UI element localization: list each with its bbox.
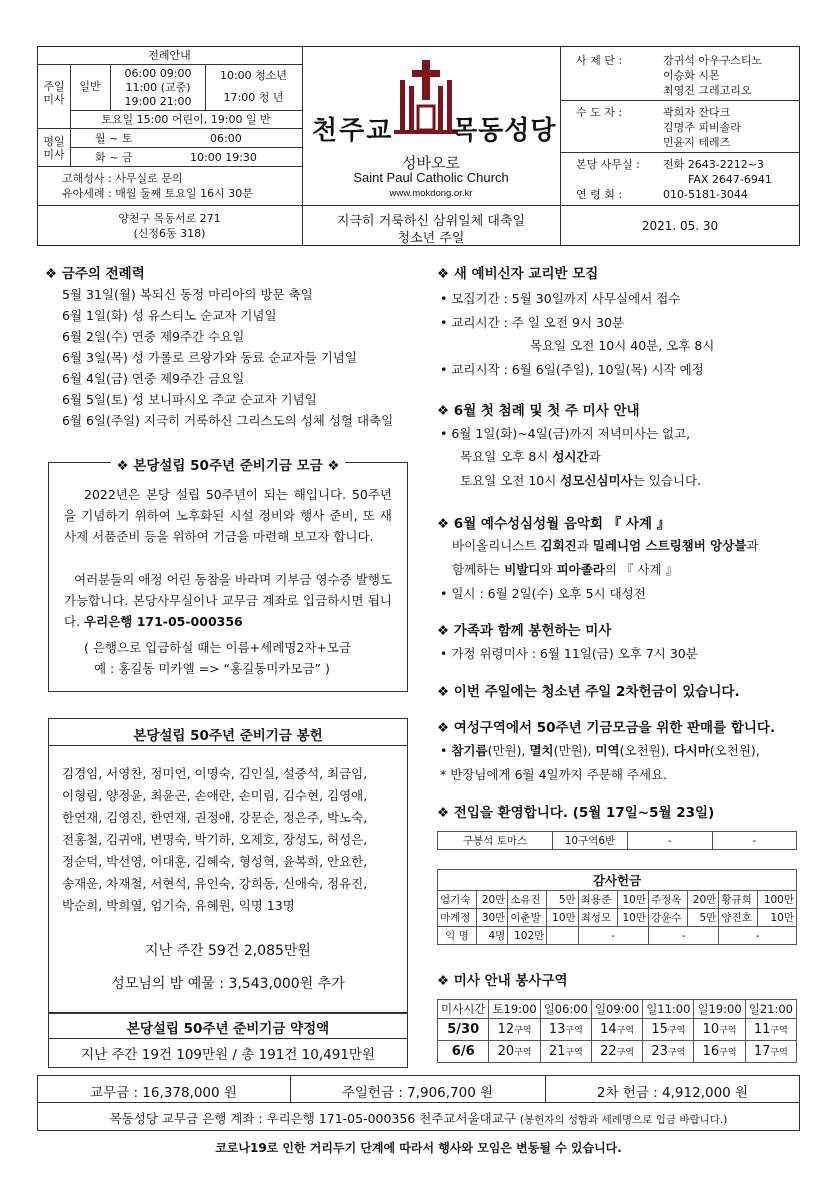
marian-mass: 성모신심미사	[560, 473, 633, 488]
liturgy-item: 6월 2일(수) 연중 제9주간 수요일	[62, 329, 245, 344]
text: 함께하는	[452, 562, 505, 577]
catechumen-start: • 교리시작 : 6월 6일(주일), 10일(목) 시작 예정	[440, 362, 704, 377]
table-cell: 20	[497, 1044, 515, 1059]
first-friday-line-2	[460, 447, 601, 465]
catechumen-time-1: • 교리시간 : 주 일 오전 9시 30분	[440, 315, 625, 330]
table-header: 일21:00	[745, 1000, 796, 1019]
table-cell: 5/30	[438, 1019, 489, 1041]
table-cell: 4명	[476, 927, 507, 945]
table-cell: 10	[702, 1022, 720, 1037]
table-cell: -	[578, 927, 648, 945]
council-phone: 010-5181-3044	[663, 188, 748, 201]
table-cell: 10만	[617, 891, 648, 909]
table-cell: 양진호	[719, 909, 758, 927]
liturgy-item: 5월 31일(월) 복되신 동정 마리아의 방문 축일	[62, 287, 313, 302]
church-name-left: 천주교	[312, 116, 394, 146]
table-cell: 마계정	[438, 909, 477, 927]
text: 과	[588, 449, 601, 464]
table-header: 일11:00	[643, 1000, 694, 1019]
table-row	[438, 891, 797, 909]
donor-line: 정순덕, 박선영, 이대훈, 김혜숙, 형성혁, 윤복희, 안요한,	[62, 854, 368, 869]
table-cell: 102만	[508, 927, 547, 945]
church-name-en: Saint Paul Catholic Church	[353, 170, 509, 185]
sunday-times-3: 19:00 21:00	[124, 95, 192, 108]
table-cell: 5만	[687, 909, 718, 927]
table-header: 토19:00	[489, 1000, 540, 1019]
table-cell: 10만	[617, 909, 648, 927]
vivaldi: 비발디	[504, 562, 541, 577]
table-cell: 주정옥	[648, 891, 687, 909]
bank-account-info	[37, 1109, 800, 1127]
concert-line-2	[452, 560, 678, 578]
unit-label: 구역	[770, 1048, 788, 1058]
unit-label: 구역	[719, 1026, 737, 1036]
table-cell: 15	[651, 1022, 668, 1037]
service-table	[437, 999, 797, 1063]
table-cell: 10만	[758, 909, 797, 927]
table-cell: 16	[702, 1044, 720, 1059]
table-cell: 20만	[687, 891, 718, 909]
covid-notice: 코로나19로 인한 거리두기 단계에 따라서 행사와 모임은 변동될 수 있습니다.	[215, 1141, 622, 1155]
anchovy: 멸치	[529, 743, 554, 758]
table-cell: 23	[651, 1044, 668, 1059]
pledge-title: 본당설립 50주년 준비기금 약정액	[126, 1021, 330, 1037]
patron-name: 성바오로	[402, 154, 460, 172]
text: 과	[746, 538, 759, 553]
table-cell: 6/6	[438, 1041, 489, 1063]
pledge-value: 지난 주간 19건 109만원 / 총 191건 10,491만원	[81, 1047, 375, 1063]
table-cell: 21	[548, 1044, 566, 1059]
sunday-times-2: 11:00 (교중)	[125, 81, 191, 94]
table-cell: 최용준	[578, 891, 617, 909]
table-cell: 20만	[476, 891, 507, 909]
welcome-table	[437, 831, 797, 850]
table-cell: 엄기숙	[438, 891, 477, 909]
table-cell: 100만	[758, 891, 797, 909]
text: 는 있습니다.	[632, 473, 702, 488]
unit-label: 구역	[719, 1048, 737, 1058]
text: (오천원),	[619, 743, 674, 758]
schedule-title: 전례안내	[148, 49, 191, 62]
unit-label: 구역	[565, 1048, 583, 1058]
priest-name-3: 최영진 그레고리오	[663, 84, 752, 97]
fund-title	[48, 454, 408, 474]
table-cell: 황규희	[719, 891, 758, 909]
sale-order-note: * 반장님에게 6월 4일까지 주문해 주세요.	[440, 767, 668, 782]
religious-label: 수 도 자 :	[576, 106, 623, 119]
donor-line: 박순희, 박희열, 엄기숙, 유혜원, 익명 13명	[62, 898, 295, 913]
unit-label: 구역	[514, 1048, 532, 1058]
table-cell: 이춘발	[508, 909, 547, 927]
table-cell: 14	[600, 1022, 617, 1037]
donor-line: 한연재, 김영진, 한연재, 권정애, 강문순, 정은주, 박노숙,	[62, 810, 368, 825]
liturgy-title: ❖ 금주의 전례력	[45, 266, 145, 282]
table-cell: 익 명	[438, 927, 477, 945]
table-cell: 10구역6반	[553, 832, 628, 850]
text: (만원),	[487, 743, 530, 758]
welcome-title: ❖ 전입을 환영합니다. (5월 17일~5월 23일)	[437, 805, 715, 821]
concert-title: ❖ 6월 예수성심성월 음악회 『 사계 』	[437, 516, 671, 532]
table-cell: 22	[600, 1044, 617, 1059]
table-cell: 최성모	[578, 909, 617, 927]
fund-paragraph-2	[64, 569, 392, 632]
piazzolla: 피아졸라	[556, 562, 605, 577]
first-friday-title: ❖ 6월 첫 첨례 및 첫 주 미사 안내	[437, 403, 640, 419]
weekday-time-1: 06:00	[210, 132, 242, 145]
priests-label: 사 제 단 :	[576, 54, 623, 67]
office-label: 본당 사무실 :	[576, 158, 640, 171]
religious-name-1: 곽희자 잔다크	[663, 106, 731, 119]
family-mass-title: ❖ 가족과 함께 봉헌하는 미사	[437, 623, 612, 639]
table-cell: -	[719, 927, 797, 945]
fund-paragraph-1: 2022년은 본당 설립 50주년이 되는 해입니다. 50주년을 기념하기 위하여 노후화된 시설 정비와 행사 준비, 또 새사제 서품준비 등을 위하여 기금을 마련해 보고자 합니다.	[64, 487, 392, 544]
sunday-mass-label: 주일 미사	[43, 80, 65, 106]
table-row	[438, 870, 797, 891]
table-cell	[547, 927, 578, 945]
priest-name-2: 이승화 시몬	[663, 69, 720, 82]
text: •	[440, 743, 452, 758]
donors-title: 본당설립 50주년 준비기금 봉헌	[133, 728, 323, 744]
text: (만원),	[553, 743, 596, 758]
sale-items	[440, 741, 760, 759]
sesame-oil: 참기름	[451, 743, 488, 758]
table-header: 일09:00	[591, 1000, 642, 1019]
liturgy-item: 6월 4일(금) 연중 제9주간 금요일	[62, 371, 245, 386]
liturgy-item: 6월 5일(토) 성 보니파시오 주교 순교자 기념일	[62, 392, 317, 407]
church-name-right: 목동성당	[452, 116, 557, 146]
table-row	[438, 1000, 797, 1019]
saturday-mass: 토요일 15:00 어린이, 19:00 일 반	[101, 113, 271, 126]
fund-note-1: ( 은행으로 입금하실 때는 이름+세례명2자+모금	[84, 640, 352, 655]
unit-label: 구역	[667, 1048, 686, 1058]
tithe-total: 교무금 : 16,378,000 원	[90, 1085, 237, 1101]
unit-label: 구역	[514, 1026, 532, 1036]
table-row	[438, 909, 797, 927]
catechumen-period: • 모집기간 : 5월 30일까지 사무실에서 접수	[440, 291, 681, 306]
table-row	[438, 1041, 797, 1063]
concert-schedule: • 일시 : 6월 2일(수) 오후 5시 대성전	[440, 586, 646, 601]
table-cell: 17	[753, 1044, 771, 1059]
thanks-table	[437, 869, 797, 945]
unit-label: 구역	[770, 1026, 788, 1036]
table-row	[438, 1019, 797, 1041]
fund-account: 우리은행 171-05-000356	[84, 614, 243, 629]
fund-note-2: 예 : 홍길동 미카엘 => “홍길동미카모금” )	[94, 661, 330, 676]
table-cell: 11	[753, 1022, 771, 1037]
second-collection-notice: ❖ 이번 주일에는 청소년 주일 2차헌금이 있습니다.	[437, 684, 740, 700]
sale-title: ❖ 여성구역에서 50주년 기금모금을 위한 판매를 합니다.	[437, 720, 776, 736]
text: 과	[576, 538, 593, 553]
second-collection-total: 2차 헌금 : 4,912,000 원	[596, 1085, 749, 1101]
text: 토요일 오전 10시	[460, 473, 561, 488]
table-cell: 구봉석 토마스	[438, 832, 553, 850]
address-line-1: 양천구 목동서로 271	[118, 212, 221, 225]
unit-label: 구역	[667, 1026, 686, 1036]
donor-line: 송재운, 차재철, 서현석, 유인숙, 강희동, 신애숙, 정유진,	[62, 876, 368, 891]
office-phone: 전화 2643-2212~3	[663, 158, 764, 171]
table-cell: 12	[497, 1022, 515, 1037]
weekday-mass-label: 평일 미사	[43, 135, 65, 161]
seaweed: 미역	[595, 743, 620, 758]
table-cell: 5만	[547, 891, 578, 909]
liturgy-list	[62, 284, 393, 431]
table-cell: 소유진	[508, 891, 547, 909]
priest-name-1: 강귀석 아우구스티노	[663, 54, 763, 67]
text: 바이올리니스트	[452, 538, 541, 553]
first-friday-line-3	[460, 471, 701, 489]
ensemble: 밀레니엄 스트링챔버 앙상블	[592, 538, 747, 553]
infant-baptism-info: 유아세례 : 매월 둘째 토요일 16시 30분	[62, 187, 253, 200]
table-header: 일19:00	[694, 1000, 745, 1019]
feast-subtitle: 청소년 주일	[397, 231, 465, 246]
table-cell: -	[648, 927, 718, 945]
feast-title: 지극히 거룩하신 삼위일체 대축일	[336, 214, 526, 229]
bank-note: (봉헌자의 성함과 세례명으로 입금 바랍니다.)	[519, 1114, 728, 1126]
table-header: 미사시간	[438, 1000, 489, 1019]
youth-mass: 10:00 청소년	[219, 69, 288, 82]
council-label: 연 령 회 :	[576, 188, 623, 201]
concert-line-1	[452, 536, 758, 554]
table-cell: -	[628, 832, 713, 850]
thanks-title: 감사헌금	[438, 870, 797, 891]
religious-name-2: 김명주 피비솔라	[663, 121, 741, 134]
text: 목요일 오후 8시	[460, 449, 553, 464]
kelp: 다시마	[673, 743, 710, 758]
liturgy-item: 6월 1일(화) 성 유스티노 순교자 기념일	[62, 308, 277, 323]
donor-line: 전홍철, 김귀애, 변명숙, 박기하, 오제호, 장성도, 허성은,	[62, 832, 368, 847]
weekday-days-1: 월 ~ 토	[95, 132, 133, 145]
weekday-time-2: 10:00 19:30	[190, 151, 257, 164]
holy-hour: 성시간	[552, 449, 589, 464]
violinist: 김회진	[540, 538, 577, 553]
table-cell: 13	[548, 1022, 566, 1037]
unit-label: 구역	[616, 1048, 635, 1058]
donors-list	[62, 763, 367, 917]
service-title: ❖ 미사 안내 봉사구역	[437, 973, 568, 989]
general-label: 일반	[79, 80, 101, 93]
bank-account: 목동성당 교무금 은행 계좌 : 우리은행 171-05-000356 천주교서울대교구	[109, 1111, 516, 1126]
religious-name-3: 민윤지 테레즈	[663, 136, 731, 149]
mother-night-offering: 성모님의 밤 예물 : 3,543,000원 추가	[111, 976, 345, 992]
weekday-days-2: 화 ~ 금	[95, 151, 133, 164]
family-mass-info: • 가정 위령미사 : 6월 11일(금) 오후 7시 30분	[440, 646, 698, 661]
donor-line: 김경임, 서영찬, 정미언, 이명숙, 김인실, 설중석, 최금임,	[62, 766, 368, 781]
text: 와	[540, 562, 557, 577]
fund-title-text: ❖ 본당설립 50주년 준비기금 모금 ❖	[111, 458, 346, 474]
unit-label: 구역	[616, 1026, 635, 1036]
office-fax: FAX 2647-6941	[688, 173, 772, 186]
donor-line: 이형림, 양정윤, 최윤곤, 손애란, 손미림, 김수현, 김영애,	[62, 788, 368, 803]
text: (오천원),	[709, 743, 760, 758]
text: 의 『 사계 』	[604, 562, 679, 577]
sunday-times-1: 06:00 09:00	[124, 67, 192, 80]
young-adult-mass: 17:00 청 년	[223, 91, 284, 104]
fund-paragraph-2-text: 여러분들의 애정 어린 동참을 바라며 기부금 영수증 발행도 가능합니다. 본당사무실이나 교무금 계좌로 입금하시면 됩니다.	[64, 572, 392, 629]
table-row	[438, 832, 797, 850]
donors-summary: 지난 주간 59건 2,085만원	[145, 943, 311, 959]
confession-info: 고해성사 : 사무실로 문의	[62, 172, 183, 185]
table-cell: 강윤수	[648, 909, 687, 927]
church-website[interactable]: www.mokdong.or.kr	[389, 188, 473, 199]
sunday-collection-total: 주일헌금 : 7,906,700 원	[341, 1085, 494, 1101]
catechumen-title: ❖ 새 예비신자 교리반 모집	[437, 266, 599, 282]
liturgy-item: 6월 3일(목) 성 가롤로 르왕가와 동료 순교자들 기념일	[62, 350, 357, 365]
liturgy-item: 6월 6일(주일) 지극히 거룩하신 그리스도의 성체 성혈 대축일	[62, 413, 394, 428]
table-row	[438, 927, 797, 945]
bulletin-date: 2021. 05. 30	[641, 219, 719, 233]
table-cell: -	[712, 832, 797, 850]
table-cell: 30만	[476, 909, 507, 927]
first-friday-line-1: • 6월 1일(화)~4일(금)까지 저녁미사는 없고,	[440, 426, 691, 441]
unit-label: 구역	[565, 1026, 583, 1036]
address-line-2: (신정6동 318)	[133, 227, 206, 240]
catechumen-time-2: 목요일 오전 10시 40분, 오후 8시	[530, 338, 715, 353]
table-cell: 10만	[547, 909, 578, 927]
table-header: 일06:00	[540, 1000, 591, 1019]
